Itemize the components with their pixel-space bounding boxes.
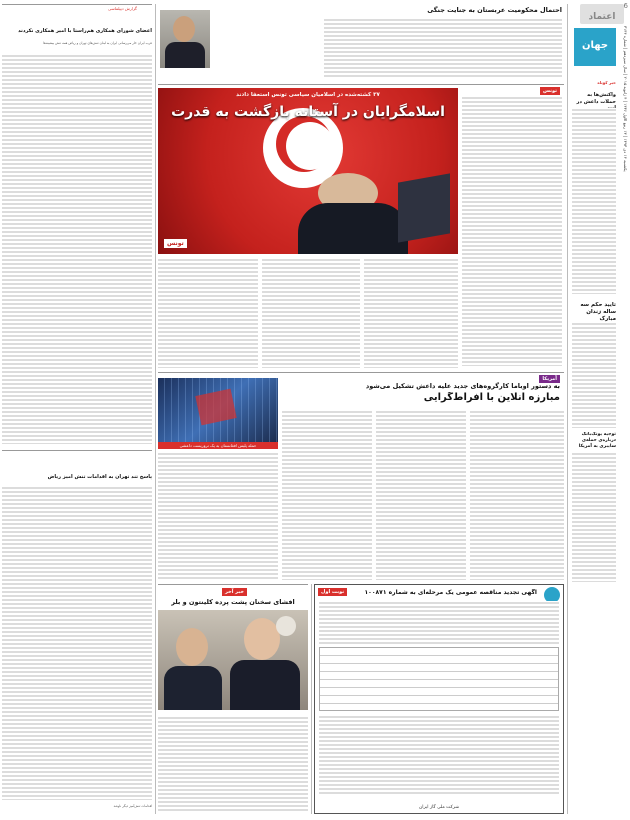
blair-kicker: خبر آخر — [222, 588, 247, 596]
america-kicker: آمریکا — [539, 375, 560, 383]
section-title: جهان — [581, 40, 609, 51]
america-text-1 — [158, 452, 278, 580]
left-col-text-1 — [2, 54, 152, 444]
section-banner — [574, 28, 616, 66]
un-photo — [160, 10, 210, 68]
blair-rule — [158, 584, 308, 585]
america-text-2 — [282, 410, 372, 580]
tunisia-photo-label: تونس — [164, 239, 187, 248]
ad-table — [319, 647, 559, 711]
tunisia-text-2 — [262, 258, 360, 368]
america-text-3 — [376, 410, 466, 580]
left-col-text-2 — [2, 486, 152, 800]
tunisia-text-3 — [364, 258, 458, 368]
date-line: یکشنبه ۱۴ دی ۱۳۹۳ | ۱۳ ربیع الاول ۱۴۳۶ | ۴ ژانویه ۲۰۱۵ | سال سیزدهم | شماره ۳۱۴۴ — [623, 26, 628, 172]
left-col-mid-title: پاسخ تند تهران به اقدامات تنش آمیز ریاض — [47, 474, 152, 480]
sidebar-title-3: توجیه یونگ‌بانگ درباره‌ی حمله‌ی سایبری به آمریکا — [578, 432, 616, 449]
america-text-4 — [470, 410, 564, 580]
tunisia-text-1 — [158, 258, 258, 368]
top-story-text — [324, 18, 562, 78]
america-headline: مبارزه آنلاین با افراط‌گرایی — [423, 392, 560, 403]
america-photo-caption: حمله پلیس افغانستان به یک تروریست داعشی — [158, 442, 278, 449]
section-kicker: خبر کوتاه — [597, 80, 616, 85]
left-col-rule-2 — [2, 450, 152, 451]
masthead-logo — [580, 4, 624, 24]
sidebar-title-2: تایید حکم سه ساله زندان مبارک — [580, 302, 616, 322]
ad-kicker: نوبت اول — [318, 588, 347, 596]
tunisia-headline: اسلامگرایان در آستانه بازگشت به قدرت — [171, 104, 445, 120]
left-col-title: اعضای شورای همکاری هم‌راستا با امیر همکاری نکردند — [18, 28, 152, 34]
ad-footer: شرکت ملی گاز ایران — [419, 805, 459, 810]
tunisia-kicker: تونس — [540, 87, 560, 95]
left-kicker: گزارش دیپلماسی — [108, 6, 137, 11]
america-rule — [158, 372, 564, 373]
logo-text: اعتماد — [588, 12, 616, 22]
sidebar-text-2 — [572, 322, 616, 428]
tunisia-rule — [158, 84, 564, 85]
america-photo — [158, 378, 278, 442]
ad-body — [319, 601, 559, 645]
top-story-title: احتمال محکومیت عربستان به جنایت جنگی — [427, 6, 562, 14]
sidebar-text-1 — [572, 108, 616, 294]
left-divider — [155, 4, 156, 814]
blair-divider — [311, 584, 312, 814]
tender-ad — [314, 584, 564, 814]
sidebar-title-1: واکنش‌ها به حملات داعش در — [576, 92, 616, 105]
tunisia-headline-top: ۳۷ کشته‌شده در اسلامیان سیاسی تونس استعفا دادند — [236, 92, 380, 98]
left-col-lead: غرب ایران خار می‌رسانی ایران به لبنان تنش‌های تهران و ریاض همه تنش بیشینه‌ها — [43, 41, 152, 45]
page-number: 6 — [623, 2, 628, 10]
blair-photo — [158, 610, 308, 710]
sidebar-divider — [567, 4, 568, 814]
left-col-bottom-caption: اقدامات تنش‌آمیز دیگر ناوشد — [113, 804, 152, 808]
ad-title: آگهی تجدید مناقصه عمومی یک مرحله‌ای به شماره ۱۰۰۸۷۱ — [364, 589, 537, 596]
sidebar-text-3 — [572, 452, 616, 582]
left-col-rule — [2, 4, 152, 5]
ad-body-2 — [319, 715, 559, 795]
america-headline-top: به دستور اوباما کارگروه‌های جدید علیه داعش تشکیل می‌شود — [365, 382, 560, 390]
tunisia-text-right — [462, 96, 562, 366]
blair-text — [158, 716, 308, 812]
blair-headline: افشای سخنان پشت پرده کلینتون و بلر — [171, 598, 295, 606]
